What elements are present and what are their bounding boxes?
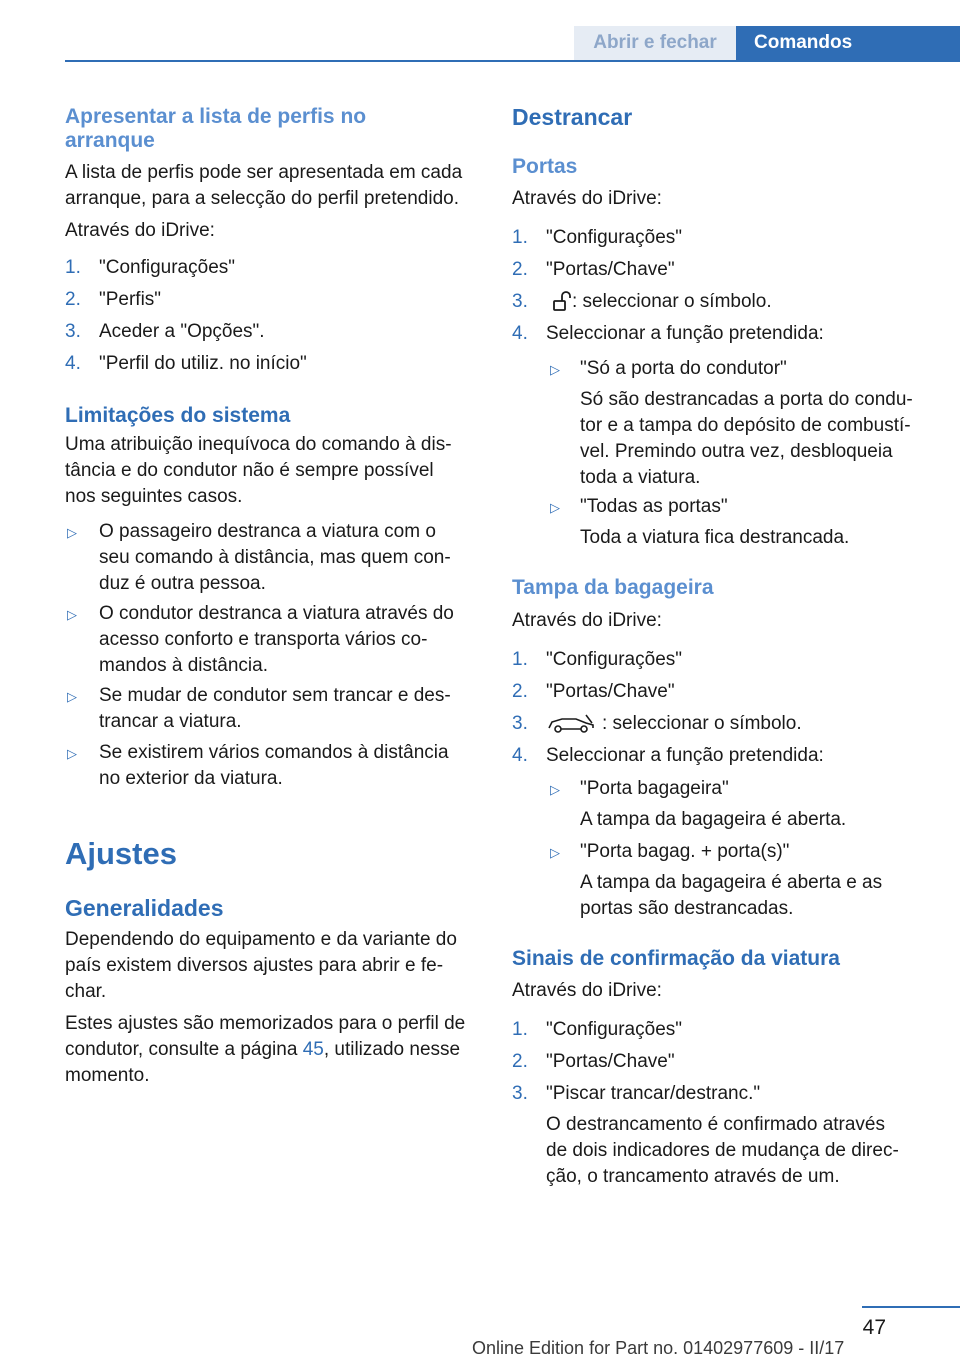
page-number: 47 [862, 1316, 886, 1339]
heading-profiles-1: Apresentar a lista de perfis no [65, 105, 367, 128]
step-text: "Piscar trancar/destranc." [546, 1083, 761, 1104]
option-desc: tor e a tampa do depósito de combustí- [580, 415, 911, 436]
step-number: 4. [65, 353, 81, 374]
step-number: 1. [512, 1019, 528, 1040]
option-desc: A tampa da bagageira é aberta e as [580, 872, 883, 893]
para-saved-2 [65, 1037, 460, 1063]
step-number: 2. [65, 289, 81, 310]
step-text: "Configurações" [99, 257, 236, 278]
para-general-2: país existem diversos ajustes para abrir e fe- [65, 955, 444, 976]
tab-comandos: Comandos [736, 26, 960, 62]
bullet-line: O condutor destranca a viatura através do [99, 603, 454, 624]
idrive-label: Através do iDrive: [512, 980, 662, 1001]
step-text: "Portas/Chave" [546, 1051, 675, 1072]
step-text: Seleccionar a função pretendida: [546, 323, 824, 344]
step-desc: O destrancamento é confirmado através [546, 1114, 886, 1135]
heading-signals: Sinais de confirmação da viatura [512, 947, 840, 970]
para-profiles-1: A lista de perfis pode ser apresentada em cada [65, 162, 463, 183]
para-general-3: char. [65, 981, 107, 1002]
bullet-line: trancar a viatura. [99, 711, 242, 732]
heading-ajustes: Ajustes [65, 836, 177, 871]
option-desc: Toda a viatura fica destrancada. [580, 527, 850, 548]
triangle-bullet-icon: ▷ [67, 746, 77, 761]
triangle-bullet-icon: ▷ [550, 362, 560, 377]
bullet-line: acesso conforto e transporta vários co- [99, 629, 428, 650]
step-number: 3. [512, 1083, 528, 1104]
car-trunk-icon [546, 713, 596, 735]
option-desc: portas são destrancadas. [580, 898, 794, 919]
page-reference-link[interactable]: 45 [302, 1039, 324, 1060]
para-saved-3: momento. [65, 1065, 150, 1086]
triangle-bullet-icon: ▷ [67, 525, 77, 540]
footer-edition: Online Edition for Part no. 01402977609 - II/17 [472, 1338, 845, 1358]
step-number: 2. [512, 259, 528, 280]
footer-rule [862, 1306, 960, 1308]
step-number: 2. [512, 681, 528, 702]
option-title: "Só a porta do condutor" [580, 358, 787, 379]
idrive-label: Através do iDrive: [512, 188, 662, 209]
bullet-line: O passageiro destranca a viatura com o [99, 521, 436, 542]
step-desc: de dois indicadores de mudança de direc- [546, 1140, 899, 1161]
step-text: "Configurações" [546, 227, 683, 248]
option-desc: vel. Premindo outra vez, desbloqueia [580, 441, 893, 462]
para-limits-2: tância e do condutor não é sempre possível [65, 460, 434, 481]
option-title: "Porta bagag. + porta(s)" [580, 841, 790, 862]
heading-limits: Limitações do sistema [65, 404, 291, 427]
option-desc: toda a viatura. [580, 467, 701, 488]
option-desc: A tampa da bagageira é aberta. [580, 809, 847, 830]
option-title: "Todas as portas" [580, 496, 728, 517]
heading-destrancar: Destrancar [512, 104, 633, 130]
step-text: "Portas/Chave" [546, 681, 675, 702]
step-number: 3. [512, 713, 528, 734]
para-saved-text: condutor, consulte a página [65, 1039, 303, 1060]
step-text: "Perfil do utiliz. no início" [99, 353, 307, 374]
bullet-line: Se mudar de condutor sem trancar e des- [99, 685, 451, 706]
step-number: 4. [512, 323, 528, 344]
heading-trunk: Tampa da bagageira [512, 576, 714, 599]
step-number: 1. [512, 227, 528, 248]
step-text: Aceder a "Opções". [99, 321, 265, 342]
triangle-bullet-icon: ▷ [67, 689, 77, 704]
para-profiles-2: arranque, para a selecção do perfil pretendido. [65, 188, 459, 209]
idrive-label: Através do iDrive: [512, 610, 662, 631]
para-limits-3: nos seguintes casos. [65, 486, 243, 507]
step-number: 1. [65, 257, 81, 278]
tab-abrir-e-fechar: Abrir e fechar [574, 26, 736, 60]
triangle-bullet-icon: ▷ [550, 845, 560, 860]
step-text: Seleccionar a função pretendida: [546, 745, 824, 766]
step-number: 1. [512, 649, 528, 670]
triangle-bullet-icon: ▷ [550, 782, 560, 797]
step-number: 3. [512, 291, 528, 312]
idrive-label: Através do iDrive: [65, 220, 215, 241]
step-text: : seleccionar o símbolo. [602, 713, 802, 734]
heading-profiles-2: arranque [65, 129, 155, 152]
step-number: 4. [512, 745, 528, 766]
step-number: 2. [512, 1051, 528, 1072]
heading-generalidades: Generalidades [65, 895, 224, 921]
step-text: "Portas/Chave" [546, 259, 675, 280]
bullet-line: no exterior da viatura. [99, 768, 283, 789]
step-desc: ção, o trancamento através de um. [546, 1166, 840, 1187]
bullet-line: duz é outra pessoa. [99, 573, 266, 594]
para-saved-text: , utilizado nesse [323, 1039, 461, 1060]
heading-portas: Portas [512, 155, 578, 178]
para-limits-1: Uma atribuição inequívoca do comando à dis- [65, 434, 452, 455]
step-text: : seleccionar o símbolo. [572, 291, 772, 312]
para-general-1: Dependendo do equipamento e da variante do [65, 929, 457, 950]
para-saved-1: Estes ajustes são memorizados para o perfil de [65, 1013, 466, 1034]
step-number: 3. [65, 321, 81, 342]
triangle-bullet-icon: ▷ [550, 500, 560, 515]
bullet-line: mandos à distância. [99, 655, 268, 676]
option-title: "Porta bagageira" [580, 778, 729, 799]
bullet-line: Se existirem vários comandos à distância [99, 742, 449, 763]
bullet-line: seu comando à distância, mas quem con- [99, 547, 451, 568]
step-text: "Configurações" [546, 1019, 683, 1040]
triangle-bullet-icon: ▷ [67, 607, 77, 622]
option-desc: Só são destrancadas a porta do condu- [580, 389, 913, 410]
step-text: "Perfis" [99, 289, 162, 310]
header-rule [65, 60, 960, 62]
step-text: "Configurações" [546, 649, 683, 670]
